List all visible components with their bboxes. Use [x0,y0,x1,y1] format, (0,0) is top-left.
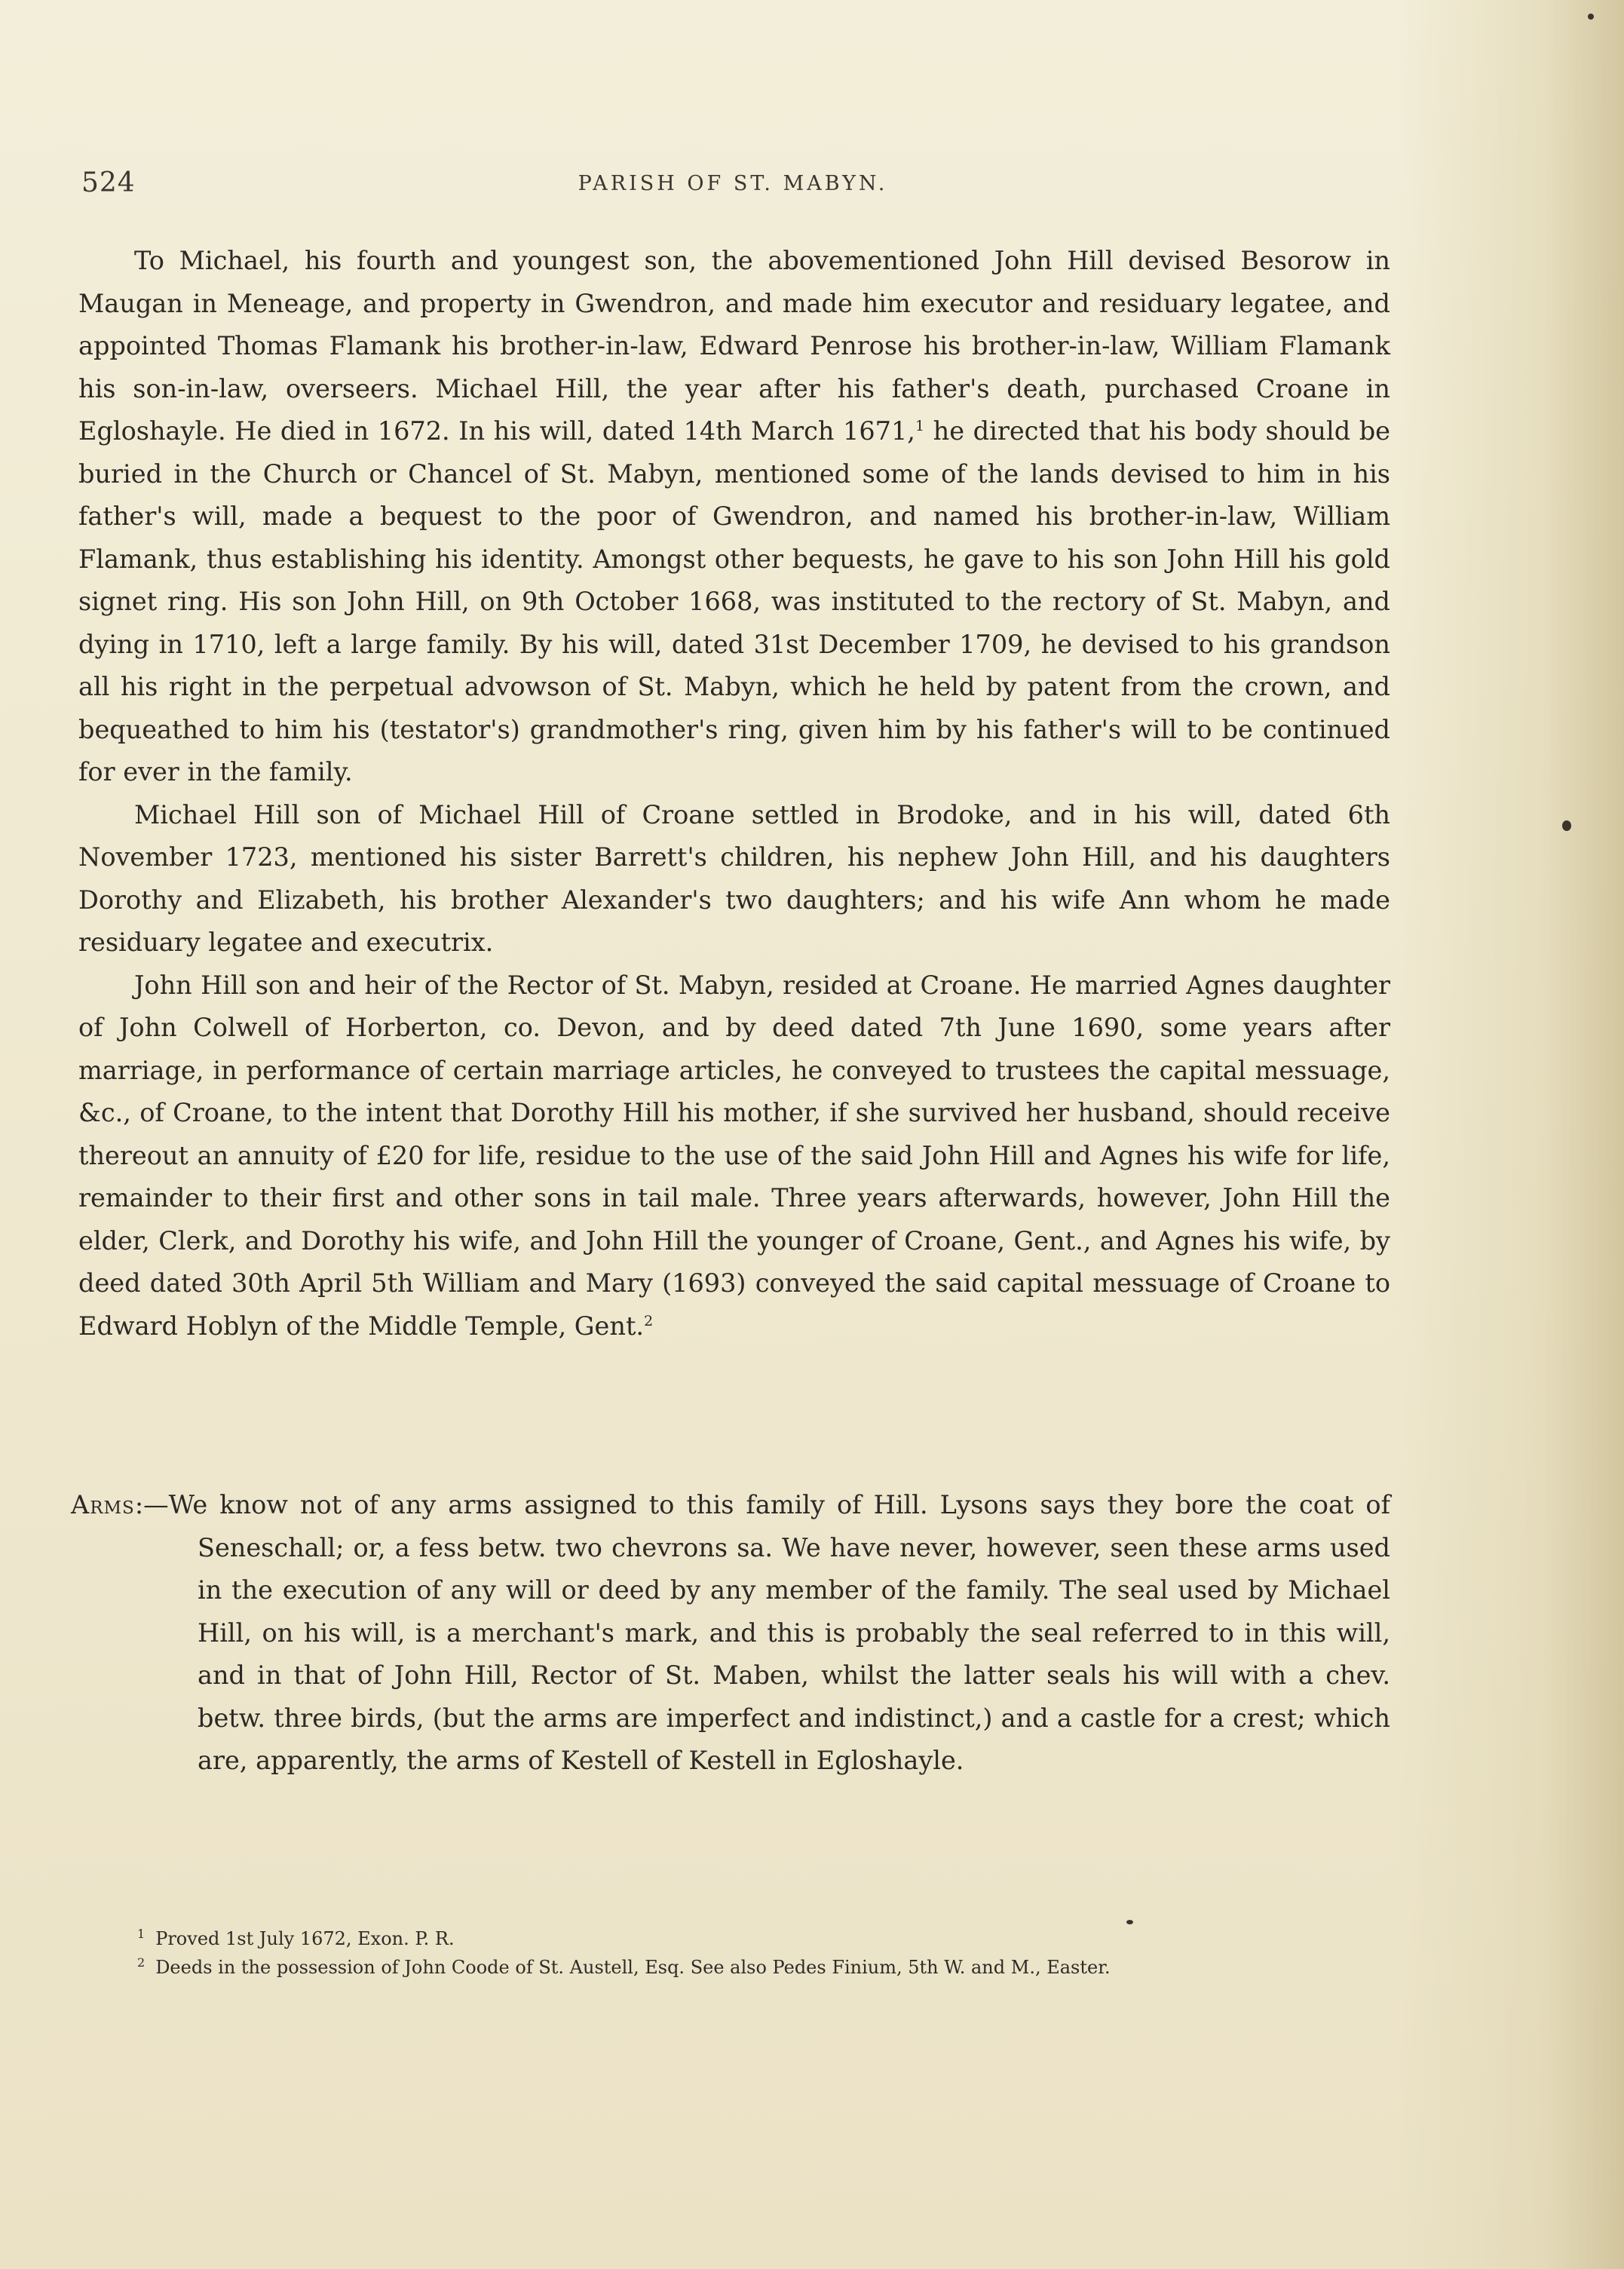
paper-speck [1562,820,1571,831]
footnotes [137,1924,1389,1982]
arms-label: Arms [71,1490,135,1519]
footnote-text: Deeds in the possession of John Coode of St. Austell, Esq. See also Pedes Finium, 5th W. and M., Easter. [155,1957,1111,1978]
arms-separator: :— [134,1490,169,1519]
arms-text: We know not of any arms assigned to this family of Hill. Lysons says they bore the coat of Seneschall; or, a fess betw. two chevrons sa. We have never, however, seen these arms used in the execution of any will or deed by any member of the family. The seal used by Michael Hill, on his will, is a merchant's mark, and this is probably the seal referred to in this will, and in that of John Hill, Rector of St. Maben, whilst the latter seals his will with a chev. betw. three birds, (but the arms are imperfect and indistinct,) and a castle for a crest; which are, apparently, the arms of Kestell of Kestell in Egloshayle. [168,1490,1390,1775]
footnote-marker: 2 [137,1955,146,1970]
footnote [137,1953,1389,1982]
paragraph-text: John Hill son and heir of the Rector of St. Mabyn, resided at Croane. He married Agnes daughter of John Colwell of Horberton, co. Devon, and by deed dated 7th June 1690, some years after marriage, in performance of certain marriage articles, he conveyed to trustees the capital messuage, &c., of Croane, to the intent that Dorothy Hill his mother, if she survived her husband, should receive thereout an annuity of £20 for life, residue to the use of the said John Hill and Agnes his wife for life, remainder to their first and other sons in tail male. Three years afterwards, however, John Hill the elder, Clerk, and Dorothy his wife, and John Hill the younger of Croane, Gent., and Agnes his wife, by deed dated 30th April 5th William and Mary (1693) conveyed the said capital messuage of Croane to Edward Hoblyn of the Middle Temple, Gent. [78,970,1390,1341]
footnote-ref: 1 [915,417,925,434]
page-title: PARISH OF ST. MABYN. [578,172,888,195]
footnote-marker: 1 [137,1927,146,1941]
paragraph-text: Michael Hill son of Michael Hill of Croane settled in Brodoke, and in his will, dated 6th November 1723, mentioned his sister Barrett's children, his nephew John Hill, and his daughters Dorothy and Elizabeth, his brother Alexander's two daughters; and his wife Ann whom he made residuary legatee and executrix. [78,799,1390,957]
paragraph-michael-hill-will [78,240,1390,794]
footnote [137,1924,1389,1953]
running-head [81,167,1384,205]
page-number: 524 [81,167,136,198]
footnote-ref: 2 [644,1312,654,1329]
paragraph-text-continued: he directed that his body should be buried in the Church or Chancel of St. Mabyn, mentioned some of the lands devised to him in his father's will, made a bequest to the poor of Gwendron, and named his brother-in-law, William Flamank, thus establishing his identity. Amongst other bequests, he gave to his son John Hill his gold signet ring. His son John Hill, on 9th October 1668, was instituted to the rectory of St. Mabyn, and dying in 1710, left a large family. By his will, dated 31st December 1709, he devised to his grandson all his right in the perpetual advowson of St. Mabyn, which he held by patent from the crown, and bequeathed to him his (testator's) grandmother's ring, given him by his father's will to be continued for ever in the family. [78,416,1391,786]
paragraph-michael-hill-brodoke [78,794,1390,964]
footnote-text: Proved 1st July 1672, Exon. P. R. [155,1928,455,1949]
arms-paragraph [71,1484,1390,1783]
paper-speck [1126,1920,1133,1924]
paragraph-text: To Michael, his fourth and youngest son, the abovementioned John Hill devised Besorow in Maugan in Meneage, and property in Gwendron, and made him executor and residuary legatee, and appointed Thomas Flamank his brother-in-law, Edward Penrose his brother-in-law, William Flamank his son-in-law, overseers. Michael Hill, the year after his father's death, purchased Croane in Egloshayle. He died in 1672. In his will, dated 14th March 1671, [78,246,1390,446]
paper-speck [1588,14,1594,20]
body-text [78,240,1390,1348]
paragraph-john-hill-croane [78,964,1390,1348]
arms-section [71,1484,1390,1783]
